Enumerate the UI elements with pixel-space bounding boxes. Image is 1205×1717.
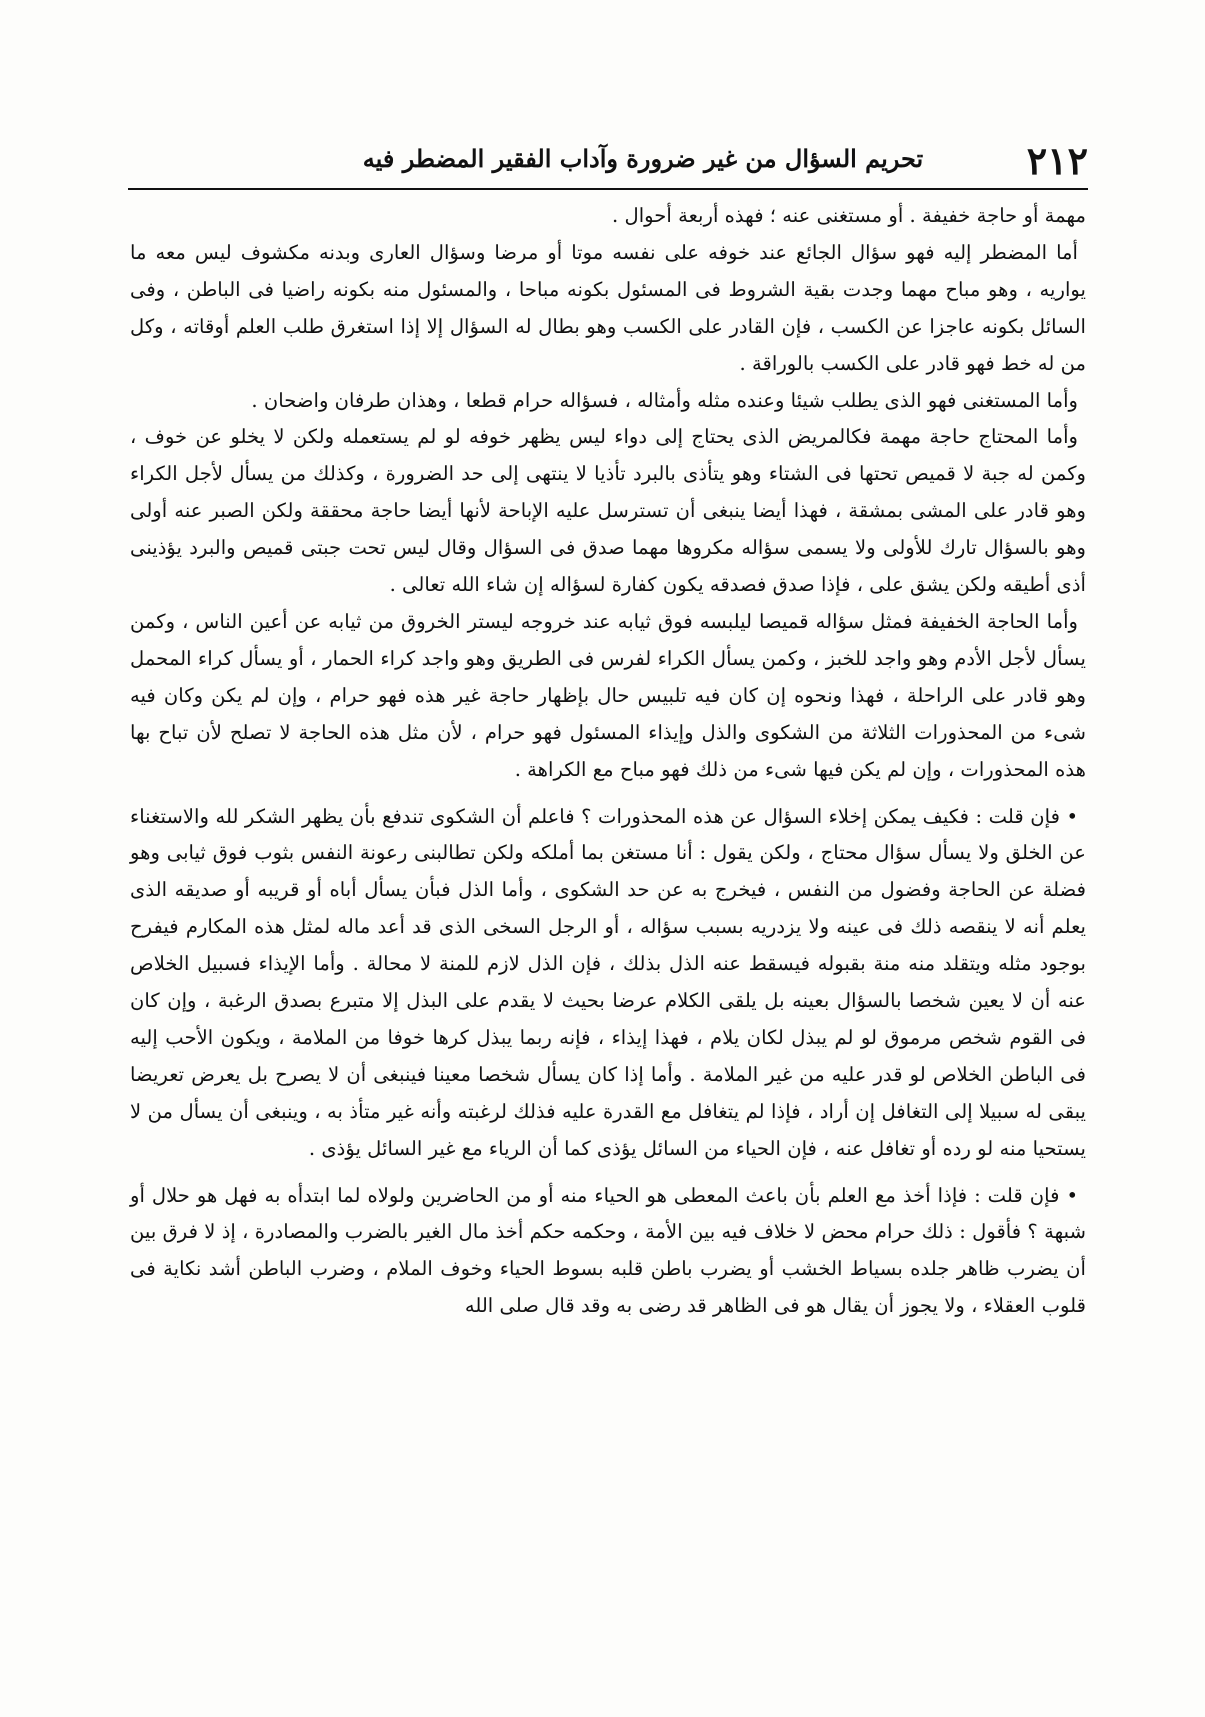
page-body (130, 198, 1086, 1325)
paragraph: أما المضطر إليه فهو سؤال الجائع عند خوفه على نفسه موتا أو مرضا وسؤال العارى وبدنه مكشوف ليس معه ما يواريه ، وهو مباح مهما وجدت بقية الشروط فى المسئول بكونه مباحا ، والمسئول منه بكونه راضيا فى الباطن ، وفى السائل بكونه عاجزا عن الكسب ، فإن القادر على الكسب وهو بطال له السؤال إلا إذا استغرق طلب العلم أوقاته ، وكل من له خط فهو قادر على الكسب بالوراقة . (130, 240, 1086, 375)
page-number: ٢١٢ (1026, 138, 1088, 183)
running-title: تحريم السؤال من غير ضرورة وآداب الفقير المضطر فيه (362, 144, 924, 173)
paragraph: • فإن قلت : فإذا أخذ مع العلم بأن باعث المعطى هو الحياء منه أو من الحاضرين ولولاه لما ابتدأه به فهل هو حلال أو شبهة ؟ فأقول : ذلك حرام محض لا خلاف فيه بين الأمة ، وحكمه حكم أخذ مال الغير بالضرب والمصادرة ، إذ لا فرق بين أن يضرب ظاهر جلده بسياط الخشب أو يضرب باطن قلبه بسوط الحياء وخوف الملام ، وضرب الباطن أشد نكاية فى قلوب العقلاء ، ولا يجوز أن يقال هو فى الظاهر قد رضى به وقد قال صلى الله (130, 1183, 1086, 1318)
paragraph: • فإن قلت : فكيف يمكن إخلاء السؤال عن هذه المحذورات ؟ فاعلم أن الشكوى تندفع بأن يظهر الشكر لله والاستغناء عن الخلق ولا يسأل سؤال محتاج ، ولكن يقول : أنا مستغن بما أملكه ولكن تطالبنى رعونة النفس بثوب فوق ثيابى وهو فضلة عن الحاجة وفضول من النفس ، فيخرج به عن حد الشكوى ، وأما الذل فبأن يسأل أباه أو قريبه أو صديقه الذى يعلم أنه لا ينقصه ذلك فى عينه ولا يزدريه بسبب سؤاله ، أو الرجل السخى الذى قد أعد ماله لمثل هذه المكارم فيفرح بوجود مثله ويتقلد منه منة بقبوله فيسقط عنه الذل بذلك ، فإن الذل لازم للمنة لا محالة . وأما الإيذاء فسبيل الخلاص عنه أن لا يعين شخصا بالسؤال بعينه بل يلقى الكلام عرضا بحيث لا يقدم على البذل إلا متبرع بصدق الرغبة ، وإن كان فى القوم شخص مرموق لو لم يبذل لكان يلام ، فهذا إيذاء ، فإنه ربما يبذل كرها خوفا من الملامة ، ويكون الأحب إليه فى الباطن الخلاص لو قدر عليه من غير الملامة . وأما إذا كان يسأل شخصا معينا فينبغى أن لا يصرح بل يعرض تعريضا يبقى له سبيلا إلى التغافل إن أراد ، فإذا لم يتغافل مع القدرة عليه فذلك لرغبته وأنه غير متأذ به ، وينبغى أن يسأل من لا يستحيا منه لو رده أو تغافل عنه ، فإن الحياء من السائل يؤذى كما أن الرياء مع غير السائل يؤذى . (130, 804, 1086, 1160)
paragraph: وأما المحتاج حاجة مهمة فكالمريض الذى يحتاج إلى دواء ليس يظهر خوفه لو لم يستعمله ولكن لا يخلو عن خوف ، وكمن له جبة لا قميص تحتها فى الشتاء وهو يتأذى بالبرد تأذيا لا ينتهى إلى حد الضرورة ، وكذلك من يسأل لأجل الكراء وهو قادر على المشى بمشقة ، فهذا أيضا ينبغى أن تسترسل عليه الإباحة لأنها أيضا حاجة محققة ولكن الصبر عنه أولى وهو بالسؤال تارك للأولى ولا يسمى سؤاله مكروها مهما صدق فى السؤال وقال ليس تحت جبتى قميص والبرد يؤذينى أذى أطيقه ولكن يشق على ، فإذا صدق فصدقه يكون كفارة لسؤاله إن شاء الله تعالى . (130, 425, 1086, 597)
page-header (128, 138, 1088, 188)
paragraph: مهمة أو حاجة خفيفة . أو مستغنى عنه ؛ فهذه أربعة أحوال . (612, 204, 1086, 227)
header-rule (128, 188, 1088, 190)
paragraph: وأما المستغنى فهو الذى يطلب شيئا وعنده مثله وأمثاله ، فسؤاله حرام قطعا ، وهذان طرفان واضحان . (251, 388, 1078, 412)
paragraph: وأما الحاجة الخفيفة فمثل سؤاله قميصا ليلبسه فوق ثيابه عند خروجه ليستر الخروق من ثيابه عن أعين الناس ، وكمن يسأل لأجل الأدم وهو واجد للخبز ، وكمن يسأل الكراء لفرس فى الطريق وهو واجد كراء الحمار ، أو يسأل كراء المحمل وهو قادر على الراحلة ، فهذا ونحوه إن كان فيه تلبيس حال بإظهار حاجة غير هذه فهو حرام ، وإن لم يكن وكان فيه شىء من المحذورات الثلاثة من الشكوى والذل وإيذاء المسئول فهو حرام ، لأن مثل هذه الحاجة لا تصلح لأن تباح بها هذه المحذورات ، وإن لم يكن فيها شىء من ذلك فهو مباح مع الكراهة . (130, 609, 1086, 781)
